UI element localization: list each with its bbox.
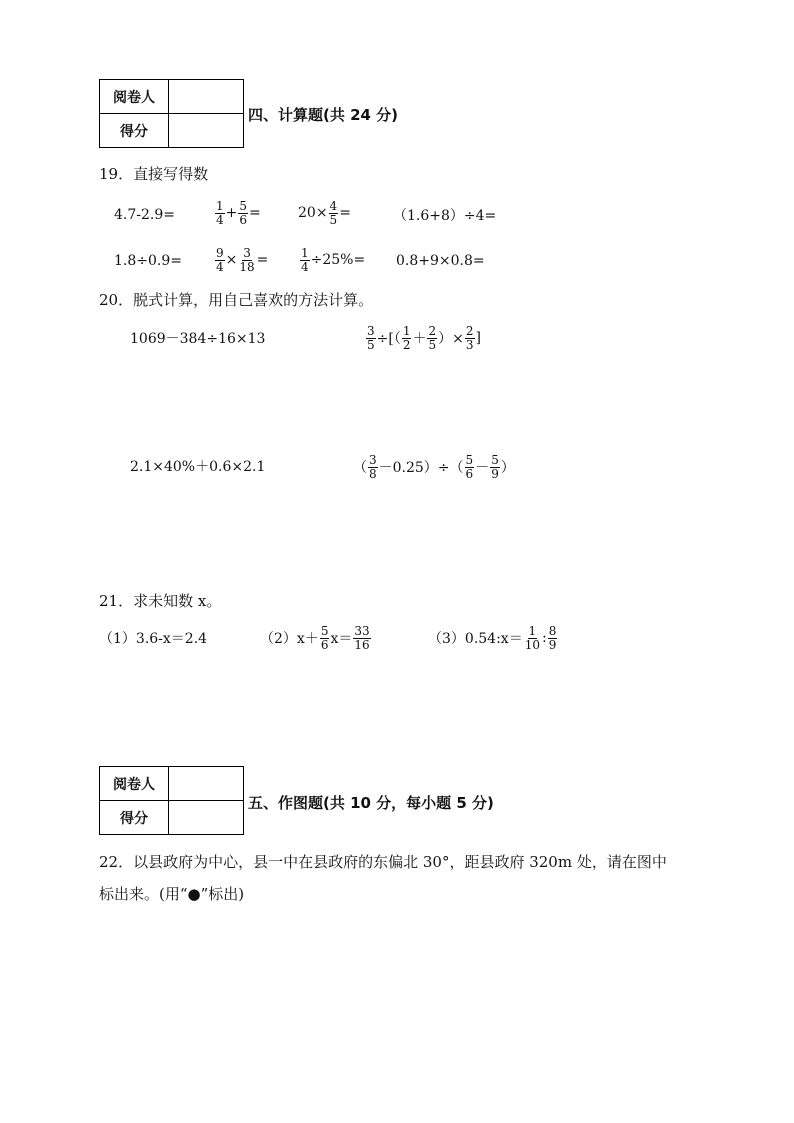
q20-expr2: $\frac{3}{5}$ ÷[（ $\frac{1}{2}$ ＋ $\frac{2}{5}$ ）× $\frac{2}{3}$ ] <box>367 323 481 352</box>
section5-score-table <box>99 766 244 835</box>
q20-expr1: 1069－384÷16×13 <box>130 331 266 347</box>
grader-blank-cell <box>169 80 244 114</box>
q19-r2-c: $\frac{1}{4}$ ÷25%= <box>301 245 366 274</box>
section4-score-table <box>99 79 244 148</box>
section4-title: 四、计算题(共 24 分) <box>248 106 399 124</box>
fraction: $\frac{1}{4}$ <box>216 198 224 227</box>
fraction: $\frac{3}{5}$ <box>367 323 375 352</box>
q21-part2: （2）x＋ $\frac{5}{6}$ x＝ $\frac{33}{16}$ <box>260 623 370 652</box>
fraction: $\frac{3}{18}$ <box>239 245 255 274</box>
score-label: 得分 <box>100 114 169 148</box>
expr-text: 4.7-2.9= <box>114 207 175 223</box>
q21-part3: （3）0.54:x＝ $\frac{1}{10}$ : $\frac{8}{9}$ <box>428 623 557 652</box>
score-blank-cell <box>169 801 244 835</box>
fraction: $\frac{5}{6}$ <box>239 198 248 227</box>
fraction: $\frac{2}{5}$ <box>428 323 437 352</box>
q22-line1: 22．以县政府为中心，县一中在县政府的东偏北 30°，距县政府 320m 处，请在图中 <box>99 853 667 871</box>
fraction: $\frac{2}{3}$ <box>465 323 474 352</box>
q22-line2: 标出来。(用“●”标出) <box>99 885 245 903</box>
q20-title: 20．脱式计算，用自己喜欢的方法计算。 <box>99 291 374 309</box>
q19-r1-c: 20× $\frac{4}{5}$ = <box>298 198 351 227</box>
q19-r2-a: 1.8÷0.9= <box>114 253 182 269</box>
fraction: $\frac{4}{5}$ <box>329 198 338 227</box>
grader-blank-cell <box>169 767 244 801</box>
fraction: $\frac{9}{4}$ <box>216 245 224 274</box>
fraction: $\frac{1}{2}$ <box>402 323 411 352</box>
q19-r2-b: $\frac{9}{4}$ × $\frac{3}{18}$ = <box>216 245 269 274</box>
section5-title: 五、作图题(共 10 分，每小题 5 分) <box>248 794 494 812</box>
fraction: $\frac{1}{4}$ <box>301 245 309 274</box>
fraction: $\frac{1}{10}$ <box>524 623 540 652</box>
fraction: $\frac{33}{16}$ <box>354 623 370 652</box>
grader-label: 阅卷人 <box>100 767 169 801</box>
q19-r2-d: 0.8+9×0.8= <box>396 253 485 269</box>
q20-expr3: 2.1×40%＋0.6×2.1 <box>130 459 266 475</box>
score-label: 得分 <box>100 801 169 835</box>
fraction: $\frac{3}{8}$ <box>369 452 377 481</box>
q21-part1: （1）3.6-x＝2.4 <box>99 631 208 647</box>
grader-label: 阅卷人 <box>100 80 169 114</box>
fraction: $\frac{5}{6}$ <box>465 452 474 481</box>
q19-title: 19．直接写得数 <box>99 165 209 183</box>
score-blank-cell <box>169 114 244 148</box>
fraction: $\frac{5}{6}$ <box>320 623 329 652</box>
fraction: $\frac{8}{9}$ <box>548 623 557 652</box>
q19-r1-a <box>114 202 175 228</box>
q19-r1-d: （1.6+8）÷4= <box>393 208 497 224</box>
q19-r1-b: $\frac{1}{4}$ + $\frac{5}{6}$ = <box>216 198 261 227</box>
q20-expr4: （ $\frac{3}{8}$ －0.25）÷（ $\frac{5}{6}$ － $\frac{5}{9}$ ） <box>353 452 515 481</box>
fraction: $\frac{5}{9}$ <box>491 452 499 481</box>
q21-title: 21．求未知数 x。 <box>99 592 222 610</box>
